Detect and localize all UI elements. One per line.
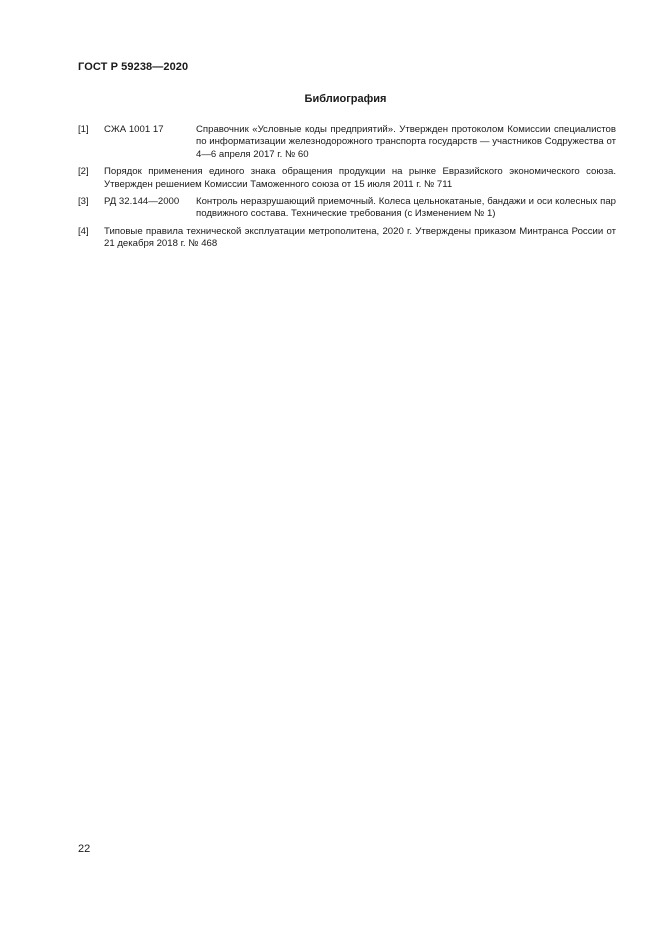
bibliography-entry-3 (78, 196, 616, 221)
bibliography-entry-4 (78, 226, 616, 251)
entry-number: [4] (78, 225, 89, 237)
document-standard-code: ГОСТ Р 59238—2020 (78, 61, 189, 73)
bibliography-entry-1 (78, 124, 616, 161)
entry-number: [1] (78, 124, 89, 135)
entry-description: Порядок применения единого знака обращения продукции на рынке Евразийского экономического союза. Утвержден решением Комиссии Таможенного союза от 15 июля 2011 г. № 711 (104, 166, 616, 190)
entry-description: Типовые правила технической эксплуатации метрополитена, 2020 г. Утверждены приказом Минтранса России от 21 декабря 2018 г. № 468 (104, 225, 616, 250)
bibliography-entry-2 (78, 166, 616, 191)
bibliography-heading: Библиография (304, 93, 387, 105)
entry-number: [2] (78, 166, 89, 178)
entry-document-code: РД 32.144—2000 (104, 196, 180, 208)
entry-description: Контроль неразрушающий приемочный. Колеса цельнокатаные, бандажи и оси колесных пар подвижного состава. Технические требования (с Изменением № 1) (196, 196, 616, 220)
entry-number: [3] (78, 196, 89, 208)
bibliography-list (78, 124, 616, 256)
entry-description: Справочник «Условные коды предприятий». Утвержден протоколом Комиссии специалистов по информатизации железнодорожного транспорта государств — участников Содружества от 4—6 апреля 2017 г. № 60 (196, 124, 616, 160)
entry-document-code: СЖА 1001 17 (104, 124, 164, 135)
page-number: 22 (78, 843, 91, 855)
